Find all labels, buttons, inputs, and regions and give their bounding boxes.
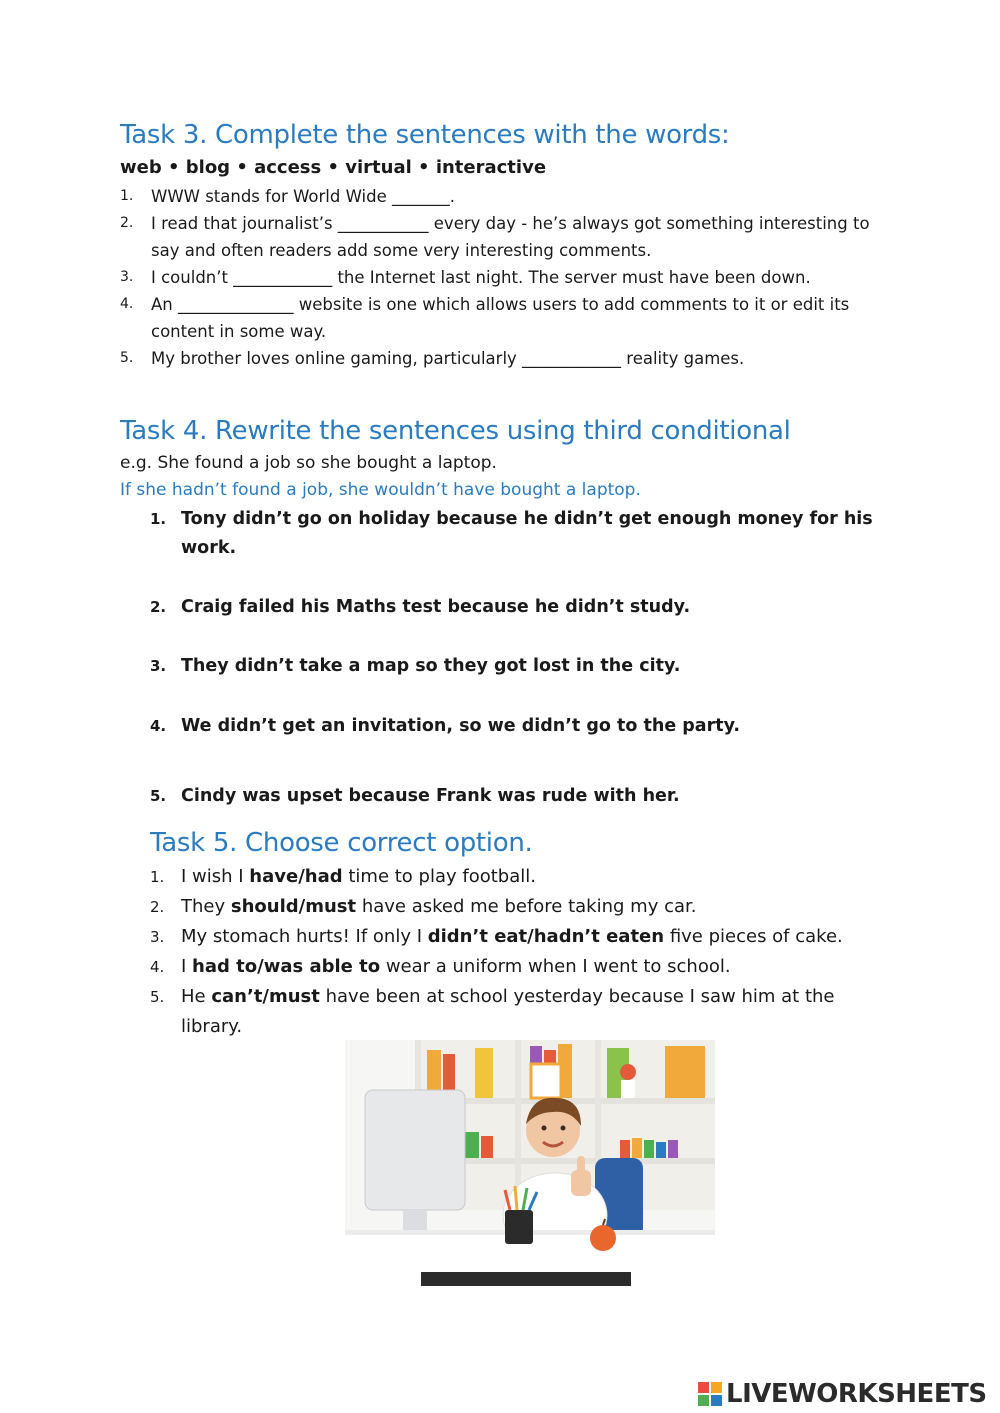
item-number: 4.	[150, 717, 167, 735]
item-text: wear a uniform when I went to school.	[380, 956, 731, 977]
item-number: 5.	[150, 988, 165, 1006]
task4-title: Task 4. Rewrite the sentences using third conditional	[120, 416, 791, 446]
item-number: 5.	[120, 350, 134, 366]
task5-item	[150, 982, 890, 1042]
task3-item	[120, 210, 890, 264]
task4-example-answer: If she hadn’t found a job, she wouldn’t have bought a laptop.	[120, 480, 641, 500]
item-text: Cindy was upset because Frank was rude with her.	[181, 786, 680, 806]
logo-mark-icon	[698, 1382, 722, 1406]
task3-list	[120, 183, 890, 372]
task5-item	[150, 922, 890, 952]
item-number: 3.	[150, 928, 165, 946]
item-options[interactable]: didn’t eat/hadn’t eaten	[427, 926, 665, 947]
logo-text: LIVEWORKSHEETS	[726, 1379, 987, 1409]
task5-title: Task 5. Choose correct option.	[150, 828, 533, 858]
item-text: have been at school yesterday because I saw him at the library.	[181, 986, 835, 1037]
item-text: I wish I	[181, 866, 250, 887]
item-number: 4.	[150, 958, 165, 976]
task3-word-bank: web • blog • access • virtual • interactive	[120, 157, 547, 178]
item-text: They	[181, 896, 231, 917]
item-options[interactable]: had to/was able to	[192, 956, 381, 977]
item-text: five pieces of cake.	[664, 926, 843, 947]
item-options[interactable]: can’t/must	[211, 986, 320, 1007]
item-text: He	[181, 986, 212, 1007]
item-options[interactable]: should/must	[230, 896, 357, 917]
item-number: 2.	[120, 215, 134, 231]
item-text: I couldn’t ____________ the Internet last night. The server must have been down.	[151, 268, 811, 287]
task5-list	[150, 862, 890, 1042]
task3-title: Task 3. Complete the sentences with the words:	[120, 120, 730, 150]
item-number: 5.	[150, 787, 167, 805]
item-text: have asked me before taking my car.	[356, 896, 697, 917]
task5-item	[150, 892, 890, 922]
task3-item	[120, 345, 890, 372]
liveworksheets-logo	[698, 1377, 987, 1411]
task4-item	[150, 782, 880, 811]
item-text: I	[181, 956, 193, 977]
item-options[interactable]: have/had	[249, 866, 343, 887]
item-text: I read that journalist’s ___________ every day - he’s always got something interesting to say and often readers add some very interesting comments.	[151, 214, 870, 260]
photo-illustration	[345, 1040, 715, 1286]
item-text: Tony didn’t go on holiday because he didn’t get enough money for his work.	[181, 509, 873, 558]
item-text: time to play football.	[342, 866, 536, 887]
task5-item	[150, 862, 890, 892]
task4-item	[150, 712, 880, 741]
item-number: 1.	[120, 188, 134, 204]
task5-item	[150, 952, 890, 982]
task4-example: e.g. She found a job so she bought a laptop.	[120, 453, 497, 473]
item-text: An ______________ website is one which allows users to add comments to it or edit its content in some way.	[151, 295, 850, 341]
item-number: 3.	[150, 657, 167, 675]
item-text: My stomach hurts! If only I	[181, 926, 428, 947]
item-number: 2.	[150, 898, 165, 916]
item-text: My brother loves online gaming, particularly ____________ reality games.	[151, 349, 745, 368]
task3-item	[120, 183, 890, 210]
task4-item	[150, 652, 880, 681]
item-number: 1.	[150, 868, 165, 886]
item-number: 1.	[150, 510, 167, 528]
item-text: WWW stands for World Wide _______.	[151, 187, 456, 206]
item-number: 4.	[120, 296, 134, 312]
item-number: 3.	[120, 269, 134, 285]
task3-item	[120, 291, 890, 345]
item-text: They didn’t take a map so they got lost in the city.	[181, 656, 681, 676]
task3-item	[120, 264, 890, 291]
task4-item	[150, 505, 880, 563]
task4-item	[150, 593, 880, 622]
item-text: Craig failed his Maths test because he didn’t study.	[181, 597, 691, 617]
item-text: We didn’t get an invitation, so we didn’t go to the party.	[181, 716, 741, 736]
boy-at-computer-image	[345, 1040, 715, 1286]
item-number: 2.	[150, 598, 167, 616]
